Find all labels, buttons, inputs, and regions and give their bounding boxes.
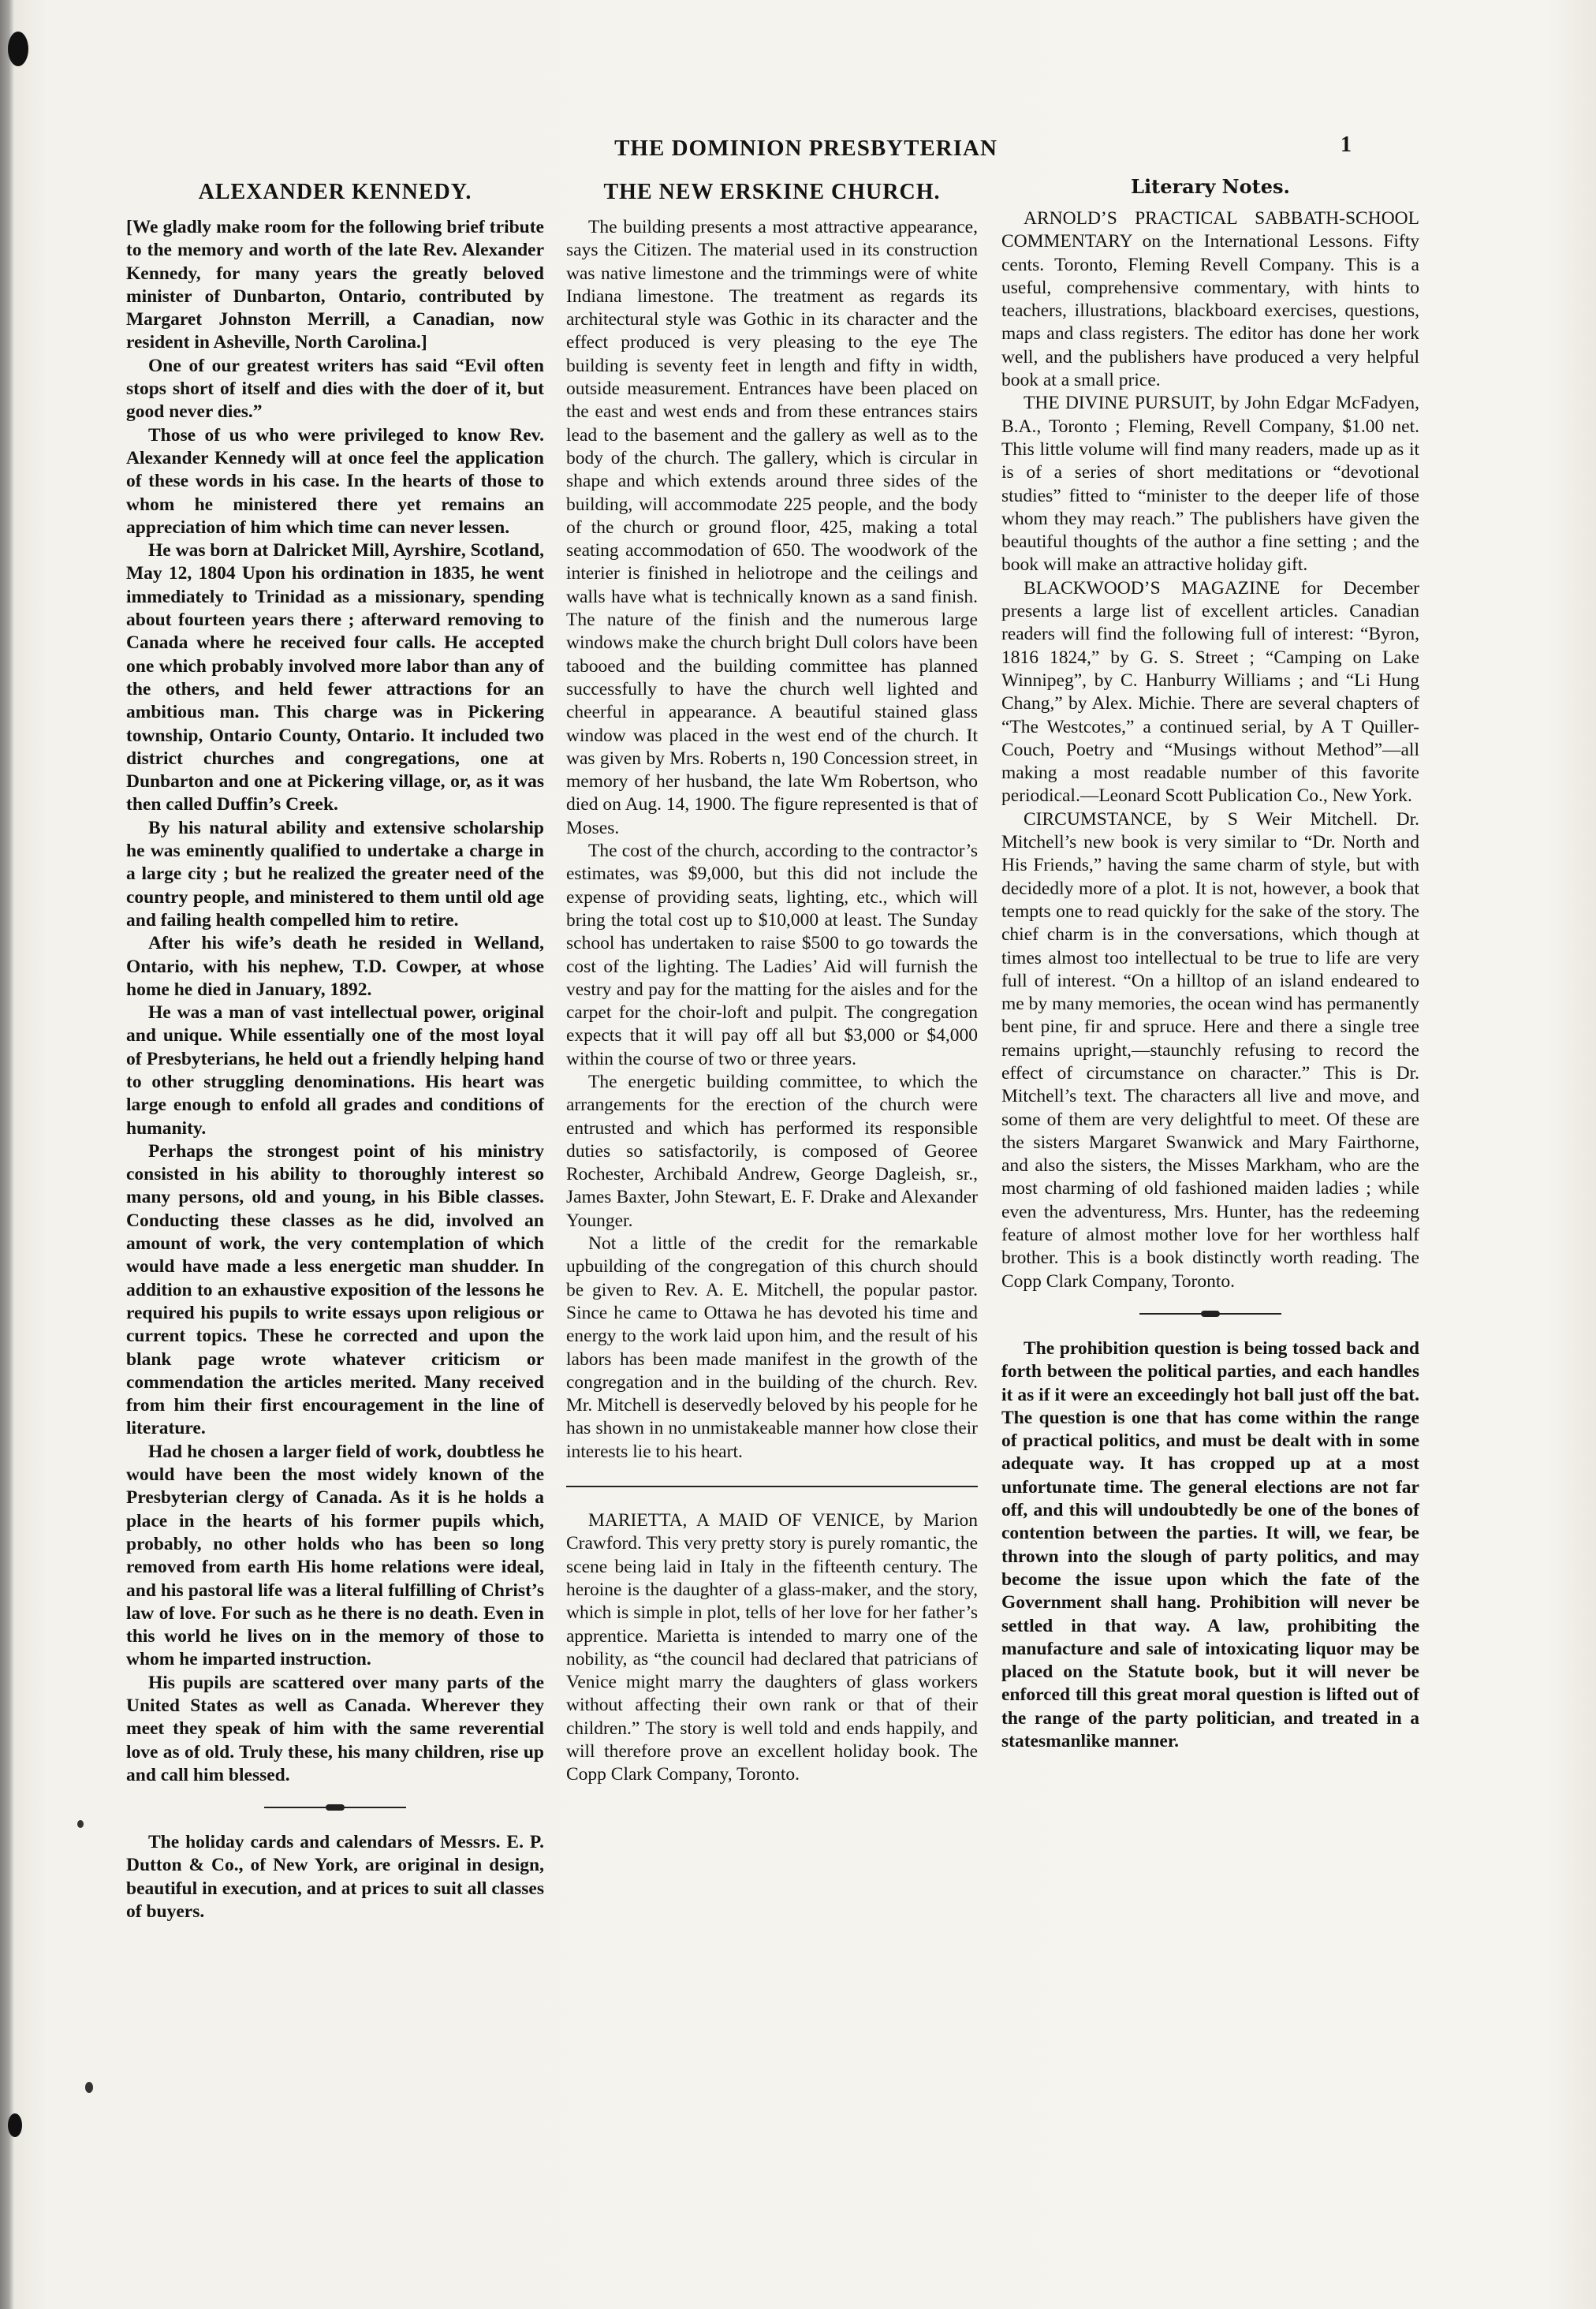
article-paragraph: [We gladly make room for the following brief tribute to the memory and worth of the late Rev. Alexander Kennedy, for many years the greatly beloved minister of Dunbarton, Ontario, contributed by Margaret Johnston Merrill, a Canadian, now resident in Asheville, North Carolina.]	[126, 217, 544, 353]
section-divider	[1139, 1311, 1281, 1317]
article-paragraph: By his natural ability and extensive scholarship he was eminently qualified to undertake a charge in a large city ; but he realized the greater need of the country people, and ministered to them until old age and failing health compelled him to retire.	[126, 817, 544, 931]
marietta-review: MARIETTA, A MAID OF VENICE, by Marion Crawford. This very pretty story is purely romantic, the scene being laid in Italy in the fifteenth century. The heroine is the daughter of a glass-maker, and the story, which is simple in plot, tells of her love for her father’s apprentice. Marietta is intended to marry one of the nobility, as “the council had declared that patricians of Venice might marry the daughters of glass workers without affecting their own rank or that of their children.” The story is well told and ends happily, and will therefore prove an excellent holiday book. The Copp Clark Company, Toronto.	[566, 1510, 978, 1785]
scan-speck	[85, 2082, 93, 2093]
article-paragraph: Perhaps the strongest point of his ministry consisted in his ability to thoroughly interest so many persons, old and young, in his Bible classes. Conducting these classes as he did, involved an amount of work, the very contemplation of which would have made a less energetic man shudder. In addition to an exhaustive exposition of the lessons he required his pupils to write essays upon religious or current topics. These he corrected and upon the blank page wrote whatever criticism or commendation the articles merited. Many received from him their first encouragement in the line of literature.	[126, 1140, 544, 1439]
review-paragraph: CIRCUMSTANCE, by S Weir Mitchell. Dr. Mitchell’s new book is very similar to “Dr. North and His Friends,” having the same charm of style, but with decidedly more of a plot. It is not, however, a book that tempts one to read quickly for the sake of the story. The chief charm is in the conversations, which though at times almost too intellectual to be true to life are very full of interest. “On a hilltop of an island endeared to me by many memories, the ocean wind has permanently bent pine, fir and spruce. Here and there a single tree remains upright,—staunchly refusing to record the effect of circumstance on character.” This is Dr. Mitchell’s text. The characters all live and move, and some of them are very delightful to meet. Of these are the sisters Margaret Swanwick and Mary Fairthorne, and also the sisters, the Misses Markham, who are the most charming of old fashioned maiden ladies ; while even the adventuress, Mrs. Hunter, has the redeeming feature of almost mother love for her worthless half brother. This is a book distinctly worth reading. The Copp Clark Company, Toronto.	[1001, 808, 1419, 1292]
review-paragraph: BLACKWOOD’S MAGAZINE for December presents a large list of excellent articles. Canadian readers will find the following full of interest: “Byron, 1816 1824,” by G. S. Street ; “Camping on Lake Winnipeg”, by C. Hanburry Williams ; and “Li Hung Chang,” by Alex. Michie. There are several chapters of “The Westcotes,” a continued serial, by A T Quiller-Couch, Poetry and “Musings without Method”—all making a most readable number of this favorite periodical.—Leonard Scott Publication Co., New York.	[1001, 577, 1419, 807]
article-paragraph: The building presents a most attractive appearance, says the Citizen. The material used in its construction was native limestone and the trimmings were of white Indiana limestone. The treatment as regards its architectural style was Gothic in its character and the effect produced is very pleasing to the eye The building is seventy feet in length and fifty in width, outside measurement. Entrances have been placed on the east and west ends and from these entrances stairs lead to the basement and the gallery as well as to the body of the church. The gallery, which is circular in shape and which extends around three sides of the building, will accommodate 225 people, and the body of the church or ground floor, 425, making a total seating accommodation of 650. The woodwork of the interier is finished in heliotrope and the ceilings and walls have what is technically known as a sand finish. The nature of the finish and the numerous large windows make the church bright Dull colors have been tabooed and the building committee has planned successfully to have the church well lighted and cheerful in appearance. A beautiful stained glass window was placed in the west end of the church. It was given by Mrs. Roberts n, 190 Concession street, in memory of her husband, the late Wm Robertson, who died on Aug. 14, 1900. The figure represented is that of Moses.	[566, 217, 978, 838]
review-paragraph: ARNOLD’S PRACTICAL SABBATH-SCHOOL COMMENTARY on the International Lessons. Fifty cents. Toronto, Fleming Revell Company. This is a useful, comprehensive commentary, with hints to teachers, illustrations, blackboard exercises, questions, maps and class registers. The editor has done her work well, and the publishers have produced a very helpful book at a small price.	[1001, 208, 1419, 391]
prohibition-editorial: The prohibition question is being tossed back and forth between the political parties, and each handles it as if it were an exceedingly hot ball just off the bat. The question is one that has come within the range of practical politics, and must be dealt with in some adequate way. It has cropped up at a most unfortunate time. The general elections are not far off, and this will undoubtedly be one of the bones of contention between the parties. It will, we fear, be thrown into the slough of party politics, and may become the issue upon which the fate of the Government shall hang. Prohibition will never be settled in that way. A law, prohibiting the manufacture and sale of intoxicating liquor may be placed on the Statute book, but it will never be enforced till this great moral question is lifted out of the range of the party politician, and treated in a statesmanlike manner.	[1001, 1337, 1419, 1751]
holiday-cards-note: The holiday cards and calendars of Messrs. E. P. Dutton & Co., of New York, are original in design, beautiful in execution, and at prices to suit all classes of buyers.	[126, 1832, 544, 1923]
review-paragraph: THE DIVINE PURSUIT, by John Edgar McFadyen, B.A., Toronto ; Fleming, Revell Company, $1.00 net. This little volume will find many readers, made up as it is of a series of short meditations or “devotional studies” fitted to “minister to the deeper life of those whom they may reach.” The publishers have given the beautiful thoughts of the author a fine setting ; and the book will make an attractive holiday gift.	[1001, 393, 1419, 576]
masthead-title: THE DOMINION PRESBYTERIAN	[614, 136, 998, 161]
article-paragraph: Not a little of the credit for the remarkable upbuilding of the congregation of this church should be given to Rev. A. E. Mitchell, the popular pastor. Since he came to Ottawa he has devoted his time and energy to the work laid upon him, and the result of his labors has been made manifest in the growth of the congregation and in the building of the church. Rev. Mr. Mitchell is deservedly beloved by his people for he has shown in no unmistakeable manner how close their interests lie to his heart.	[566, 1233, 978, 1462]
page-number: 1	[1341, 132, 1352, 157]
article-paragraph: The cost of the church, according to the contractor’s estimates, was $9,000, but this did not include the expense of providing seats, lighting, etc., which will bring the total cost up to $10,000 at least. The Sunday school has undertaken to raise $500 to go towards the cost of the lighting. The Ladies’ Aid will furnish the vestry and pay for the matting for the aisles and for the carpet for the choir-loft and pulpit. The congregation expects that it will pay off all but $3,000 or $4,000 within the course of two or three years.	[566, 841, 978, 1069]
article-headline-erskine: THE NEW ERSKINE CHURCH.	[603, 180, 941, 204]
section-rule	[566, 1486, 978, 1487]
article-paragraph: After his wife’s death he resided in Welland, Ontario, with his nephew, T.D. Cowper, at whose home he died in January, 1892.	[126, 933, 544, 1000]
article-paragraph: Had he chosen a larger field of work, doubtless he would have been the most widely known of the Presbyterian clergy of Canada. As it is he holds a place in the hearts of his former pupils which, probably, no other holds who has been so long removed from earth His home relations were ideal, and his pastoral life was a literal fulfilling of Christ’s law of love. For such as he there is no death. Even in this world he lives on in the memory of those to whom he imparted instruction.	[126, 1441, 544, 1670]
article-paragraph: The energetic building committee, to which the arrangements for the erection of the church were entrusted and which has performed its responsible duties so satisfactorily, is composed of Georee Rochester, Archibald Andrew, George Dagleish, sr., James Baxter, John Stewart, E. F. Drake and Alexander Younger.	[566, 1071, 978, 1231]
binding-hole-top	[8, 32, 28, 66]
article-paragraph: He was a man of vast intellectual power, original and unique. While essentially one of the most loyal of Presbyterians, he held out a friendly helping hand to other struggling denominations. His heart was large enough to enfold all grades and conditions of humanity.	[126, 1002, 544, 1139]
section-divider	[264, 1804, 406, 1811]
article-paragraph: His pupils are scattered over many parts of the United States as well as Canada. Wherever they meet they speak of him with the same reverential love as of old. Truly these, his many children, rise up and call him blessed.	[126, 1672, 544, 1785]
article-paragraph: He was born at Dalricket Mill, Ayrshire, Scotland, May 12, 1804 Upon his ordination in 1835, he went immediately to Trinidad as a missionary, spending about fourteen years there ; afterward removing to Canada where he received four calls. He accepted one which probably involved more labor than any of the others, and held fewer attractions for an ambitious man. This charge was in Pickering township, Ontario County, Ontario. It included two district churches and congregations, one at Dunbarton and one at Pickering village, or, as it was then called Duffin’s Creek.	[126, 540, 544, 815]
column-new-erskine-church	[566, 173, 978, 1787]
column-alexander-kennedy	[126, 173, 544, 1923]
scan-speck	[77, 1820, 84, 1828]
article-paragraph: One of our greatest writers has said “Evil often stops short of itself and dies with the doer of it, but good never dies.”	[126, 355, 544, 423]
binding-hole-bottom	[8, 2113, 22, 2137]
scan-edge-shadow	[0, 0, 14, 2309]
column-literary-notes	[1001, 173, 1419, 1753]
article-headline-kennedy: ALEXANDER KENNEDY.	[198, 180, 472, 204]
article-paragraph: Those of us who were privileged to know Rev. Alexander Kennedy will at once feel the application of these words in his case. In the hearts of those to whom he ministered there yet remains an appreciation of him which time can never lessen.	[126, 424, 544, 538]
article-headline-literary-notes: Literary Notes.	[1131, 175, 1290, 198]
